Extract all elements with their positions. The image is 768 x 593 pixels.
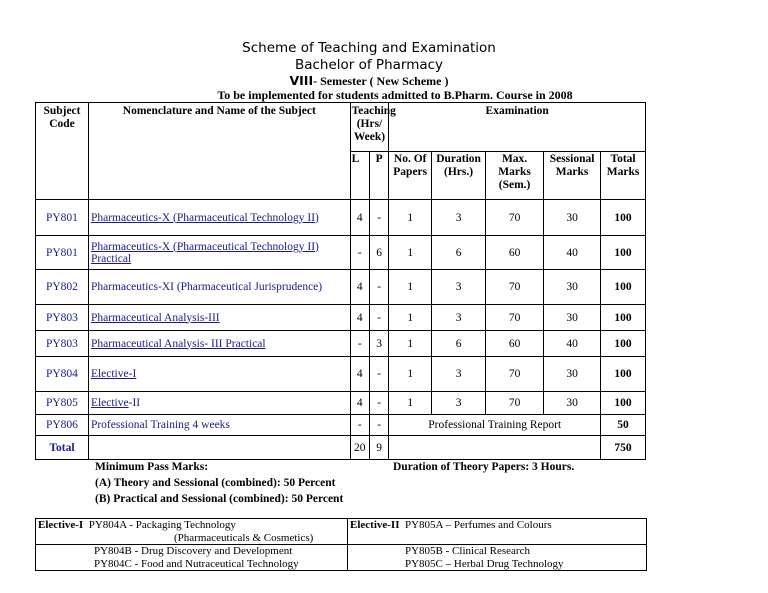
practical-hours: 6	[369, 236, 388, 270]
implementation-note: To be implemented for students admitted to B.Pharm. Course in 2008	[217, 88, 573, 102]
header-l: L	[350, 152, 369, 200]
total-lecture-hours: 20	[350, 436, 369, 460]
total-marks: 100	[601, 331, 646, 357]
subject-code: PY803	[36, 331, 89, 357]
total-marks: 100	[601, 357, 646, 392]
table-row	[36, 200, 646, 236]
subject-code: PY806	[36, 415, 89, 436]
no-of-papers: 1	[389, 270, 432, 305]
subject-code: PY804	[36, 357, 89, 392]
max-marks: 70	[486, 357, 544, 392]
header-no-of-papers: No. Of Papers	[389, 152, 432, 200]
lecture-hours: 4	[350, 270, 369, 305]
elective-i-option-a: PY804A - Packaging Technology	[88, 519, 236, 531]
elective-ii-blank	[348, 532, 647, 545]
subject-name	[88, 331, 350, 357]
theory-pass-note: (A) Theory and Sessional (combined): 50 Percent	[95, 477, 336, 489]
subject-name	[88, 305, 350, 331]
elective-i-option-c: PY804C - Food and Nutraceutical Technology	[36, 558, 348, 571]
duration: 6	[432, 236, 486, 270]
sessional-marks: 30	[544, 392, 601, 415]
semester-rest: - Semester ( New Scheme )	[313, 74, 449, 88]
semester-roman: VIII	[289, 73, 314, 88]
header-max-marks: Max. Marks (Sem.)	[486, 152, 544, 200]
subject-link[interactable]: Pharmaceutical Analysis-III	[90, 311, 220, 324]
no-of-papers: 1	[389, 200, 432, 236]
header-total-marks: Total Marks	[601, 152, 646, 200]
subject-link[interactable]: Elective-I	[90, 368, 137, 380]
sessional-marks: 30	[544, 357, 601, 392]
table-row	[36, 392, 646, 415]
sessional-marks: 30	[544, 305, 601, 331]
no-of-papers: 1	[389, 236, 432, 270]
practical-hours: -	[369, 357, 388, 392]
table-row	[36, 305, 646, 331]
total-row	[36, 436, 646, 460]
no-of-papers: 1	[389, 392, 432, 415]
subject-code: PY803	[36, 305, 89, 331]
no-of-papers: 1	[389, 357, 432, 392]
table-row	[36, 415, 646, 436]
practical-hours: -	[369, 305, 388, 331]
table-row	[36, 270, 646, 305]
subject-code: PY805	[36, 392, 89, 415]
subject-name	[88, 200, 350, 236]
lecture-hours: 4	[350, 200, 369, 236]
semester-title	[0, 73, 738, 89]
elective-ii-option-c: PY805C – Herbal Drug Technology	[348, 558, 647, 571]
elective-ii-option-b: PY805B - Clinical Research	[348, 545, 647, 558]
elective-i-label: Elective-I	[38, 519, 84, 531]
total-marks: 100	[601, 236, 646, 270]
duration: 6	[432, 331, 486, 357]
lecture-hours: -	[350, 415, 369, 436]
subject-name	[88, 236, 350, 270]
duration: 3	[432, 392, 486, 415]
subject-name: Professional Training 4 weeks	[88, 415, 350, 436]
practical-hours: -	[369, 270, 388, 305]
subject-code: PY801	[36, 200, 89, 236]
practical-hours: 3	[369, 331, 388, 357]
elective-i-cell	[36, 519, 348, 532]
total-marks: 100	[601, 200, 646, 236]
lecture-hours: -	[350, 331, 369, 357]
duration: 3	[432, 357, 486, 392]
max-marks: 60	[486, 236, 544, 270]
subject-name	[88, 392, 350, 415]
subject-link[interactable]: Pharmaceutical Analysis- III Practical	[90, 337, 266, 350]
lecture-hours: 4	[350, 305, 369, 331]
max-marks: 60	[486, 331, 544, 357]
table-row	[36, 357, 646, 392]
total-practical-hours: 9	[369, 436, 388, 460]
max-marks: 70	[486, 270, 544, 305]
elective-ii-cell	[348, 519, 647, 532]
min-pass-heading: Minimum Pass Marks:	[95, 461, 209, 473]
subject-link[interactable]: Elective	[90, 397, 129, 409]
sessional-marks: 40	[544, 331, 601, 357]
subject-name-suffix: -II	[128, 397, 141, 409]
max-marks: 70	[486, 392, 544, 415]
subject-link[interactable]: Pharmaceutics-X (Pharmaceutical Technology II)	[90, 211, 319, 224]
total-name-blank	[88, 436, 350, 460]
practical-hours: -	[369, 200, 388, 236]
elective-ii-option-a: PY805A – Perfumes and Colours	[404, 519, 552, 531]
subject-name	[88, 357, 350, 392]
degree-title: Bachelor of Pharmacy	[294, 57, 444, 73]
practical-hours: -	[369, 392, 388, 415]
header-subject-code: Subject Code	[36, 103, 89, 200]
duration: 3	[432, 270, 486, 305]
subject-name: Pharmaceutics-XI (Pharmaceutical Jurisprudence)	[88, 270, 350, 305]
header-teaching: Teaching (Hrs/ Week)	[350, 103, 389, 152]
no-of-papers: 1	[389, 305, 432, 331]
no-of-papers: 1	[389, 331, 432, 357]
scheme-table	[35, 102, 646, 460]
sessional-marks: 40	[544, 236, 601, 270]
elective-i-option-a-cont: (Pharmaceuticals & Cosmetics)	[36, 532, 348, 545]
duration: 3	[432, 200, 486, 236]
lecture-hours: 4	[350, 392, 369, 415]
header-nomenclature: Nomenclature and Name of the Subject	[88, 103, 350, 200]
duration: 3	[432, 305, 486, 331]
grand-total-marks: 750	[601, 436, 646, 460]
practical-hours: -	[369, 415, 388, 436]
lecture-hours: -	[350, 236, 369, 270]
lecture-hours: 4	[350, 357, 369, 392]
electives-table	[35, 518, 647, 571]
practical-pass-note: (B) Practical and Sessional (combined): 50 Percent	[95, 493, 344, 505]
header-examination: Examination	[389, 103, 646, 152]
total-marks: 100	[601, 270, 646, 305]
elective-ii-label: Elective-II	[350, 519, 400, 531]
total-exam-blank	[389, 436, 601, 460]
document-title: Scheme of Teaching and Examination	[242, 40, 496, 56]
total-marks: 100	[601, 392, 646, 415]
total-label: Total	[36, 436, 89, 460]
max-marks: 70	[486, 200, 544, 236]
header-sessional-marks: Sessional Marks	[544, 152, 601, 200]
sessional-marks: 30	[544, 200, 601, 236]
theory-duration-note: Duration of Theory Papers: 3 Hours.	[393, 461, 575, 473]
subject-link[interactable]: Pharmaceutics-X (Pharmaceutical Technology II) Practical	[90, 240, 319, 265]
header-p: P	[369, 152, 388, 200]
max-marks: 70	[486, 305, 544, 331]
subject-code: PY802	[36, 270, 89, 305]
header-duration: Duration (Hrs.)	[432, 152, 486, 200]
elective-i-option-b: PY804B - Drug Discovery and Development	[36, 545, 348, 558]
table-row	[36, 331, 646, 357]
training-report: Professional Training Report	[389, 415, 601, 436]
table-row	[36, 236, 646, 270]
total-marks: 100	[601, 305, 646, 331]
total-marks: 50	[601, 415, 646, 436]
subject-code: PY801	[36, 236, 89, 270]
sessional-marks: 30	[544, 270, 601, 305]
